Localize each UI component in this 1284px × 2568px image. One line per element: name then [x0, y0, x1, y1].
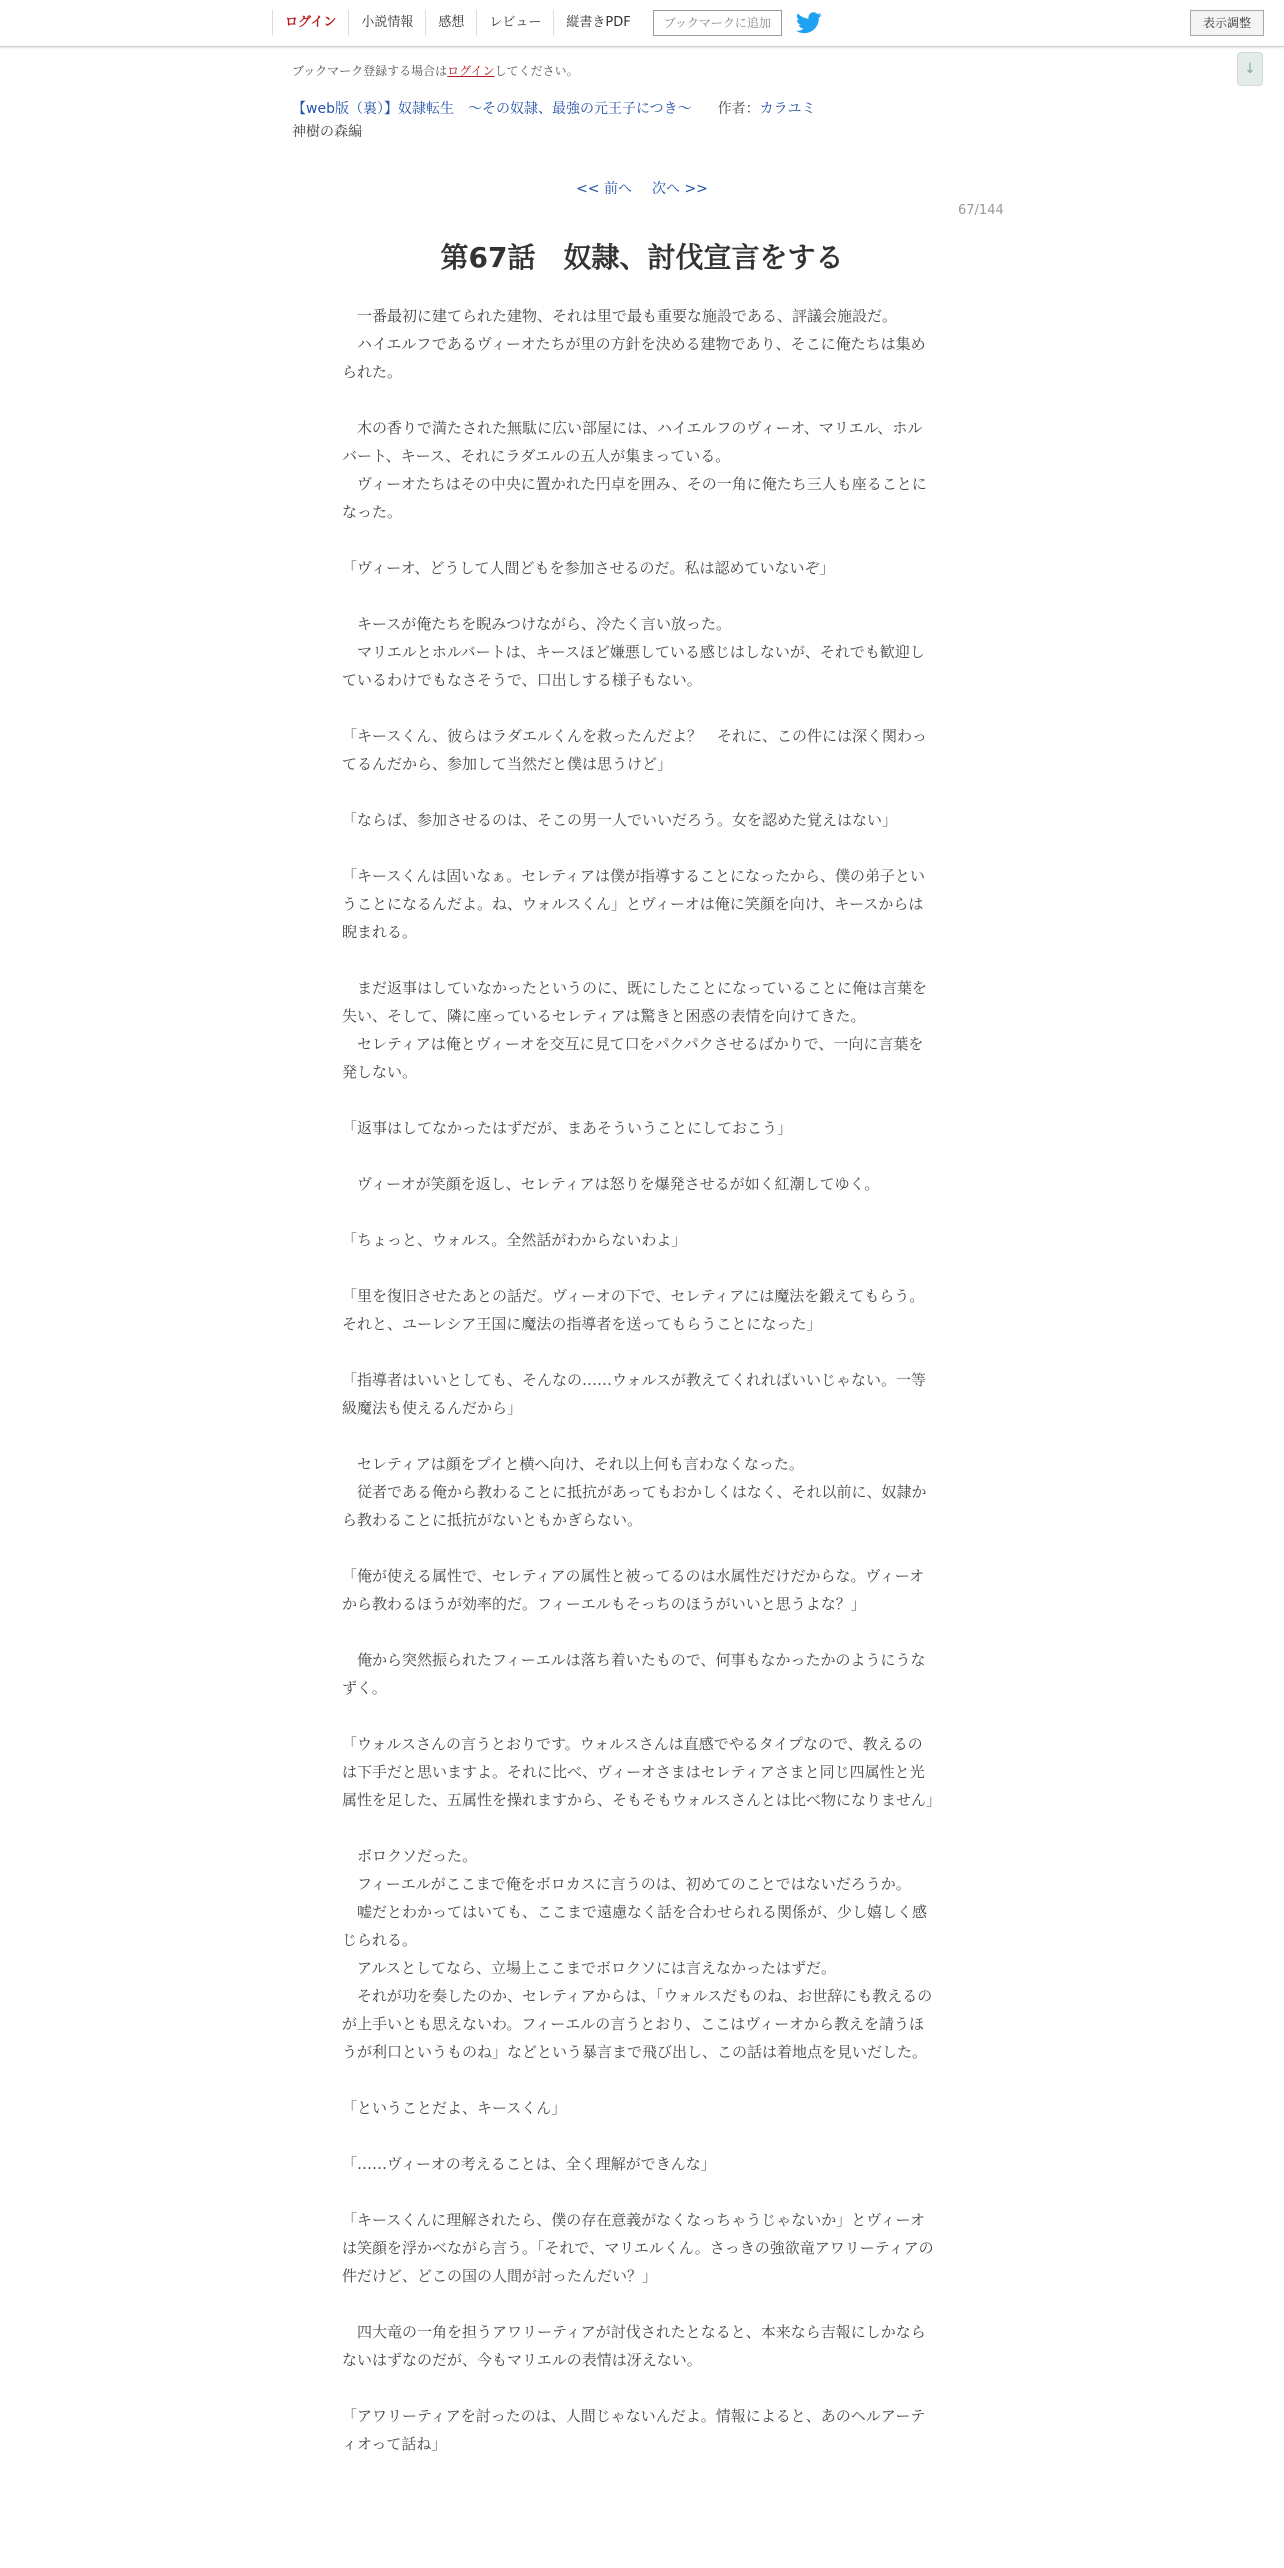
display-settings-button[interactable]: 表示調整	[1190, 10, 1264, 36]
body-paragraph	[342, 2374, 936, 2402]
body-paragraph: 「ちょっと、ウォルス。全然話がわからないわよ」	[342, 1231, 687, 1249]
next-link[interactable]: 次へ >>	[652, 181, 708, 197]
page-count: 67/144	[958, 203, 1004, 218]
login-note-after: してください。	[494, 64, 579, 78]
body-paragraph	[342, 2066, 936, 2094]
body-paragraph: 木の香りで満たされた無駄に広い部屋には、ハイエルフのヴィーオ、マリエル、ホルバート、キース、それにラダエルの五人が集まっている。	[342, 419, 923, 465]
twitter-bird-svg	[796, 12, 822, 34]
body-paragraph: 従者である俺から教わることに抵抗があってもおかしくはなく、それ以前に、奴隷から教わることに抵抗がないともかぎらない。	[342, 1483, 927, 1529]
body-paragraph: 「キースくんは固いなぁ。セレティアは僕が指導することになったから、僕の弟子ということになるんだよ。ね、ウォルスくん」とヴィーオは俺に笑顔を向け、キースからは睨まれる。	[342, 867, 926, 941]
body-paragraph	[342, 1814, 936, 1842]
body-paragraph	[342, 2122, 936, 2150]
body-paragraph: アルスとしてなら、立場上ここまでボロクソには言えなかったはずだ。	[342, 1959, 836, 1977]
body-paragraph: 俺から突然振られたフィーエルは落ち着いたもので、何事もなかったかのようにうなずく。	[342, 1651, 926, 1697]
body-paragraph: 「俺が使える属性で、セレティアの属性と被ってるのは水属性だけだからな。ヴィーオから教わるほうが効率的だ。フィーエルもそっちのほうがいいと思うよな？」	[342, 1567, 925, 1613]
nav-menu	[272, 0, 824, 46]
body-paragraph: まだ返事はしていなかったというのに、既にしたことになっていることに俺は言葉を失い、そして、隣に座っているセレティアは驚きと困惑の表情を向けてきた。	[342, 979, 928, 1025]
body-paragraph	[342, 526, 936, 554]
body-paragraph: 「里を復旧させたあとの話だ。ヴィーオの下で、セレティアには魔法を鍛えてもらう。それと、ユーレシア王国に魔法の指導者を送ってもらうことになった」	[342, 1287, 925, 1333]
body-paragraph: キースが俺たちを睨みつけながら、冷たく言い放った。	[342, 615, 731, 633]
prev-link[interactable]: << 前へ	[576, 181, 632, 197]
body-paragraph	[342, 778, 936, 806]
body-paragraph	[342, 1702, 936, 1730]
body-paragraph: ヴィーオが笑顔を返し、セレティアは怒りを爆発させるが如く紅潮してゆく。	[342, 1175, 880, 1193]
body-paragraph: セレティアは俺とヴィーオを交互に見て口をパクパクさせるばかりで、一向に言葉を発しない。	[342, 1035, 924, 1081]
nav-review[interactable]: レビュー	[476, 10, 553, 36]
body-paragraph	[342, 2178, 936, 2206]
body-paragraph: フィーエルがここまで俺をボロカスに言うのは、初めてのことではないだろうか。	[342, 1875, 911, 1893]
body-paragraph: 「アワリーティアを討ったのは、人間じゃないんだよ。情報によると、あのヘルアーティオって話ね」	[342, 2407, 926, 2453]
body-paragraph	[342, 1422, 936, 1450]
body-paragraph: 「ということだよ、キースくん」	[342, 2099, 567, 2117]
body-paragraph: 「キースくん、彼らはラダエルくんを救ったんだよ？ それに、この件には深く関わってるんだから、参加して当然だと僕は思うけど」	[342, 727, 927, 773]
body-paragraph	[342, 2290, 936, 2318]
body-paragraph	[342, 582, 936, 610]
body-paragraph: 「ウォルスさんの言うとおりです。ウォルスさんは直感でやるタイプなので、教えるのは下手だと思いますよ。それに比べ、ヴィーオさまはセレティアさまと同じ四属性と光属性を足した、五属性を操れますから、そもそもウォルスさんとは比べ物になりません」	[342, 1735, 941, 1809]
body-paragraph	[342, 1618, 936, 1646]
body-paragraph	[342, 1254, 936, 1282]
body-paragraph: マリエルとホルバートは、キースほど嫌悪している感じはしないが、それでも歓迎しているわけでもなさそうで、口出しする様子もない。	[342, 643, 925, 689]
body-paragraph: ボロクソだった。	[342, 1847, 478, 1865]
series-title-link[interactable]: 【web版（裏）】奴隷転生 ～その奴隷、最強の元王子につき～	[292, 101, 692, 117]
body-paragraph	[342, 1338, 936, 1366]
nav-login[interactable]: ログイン	[272, 10, 348, 36]
nav-novel-info[interactable]: 小説情報	[348, 10, 425, 36]
novel-body	[342, 302, 941, 2458]
login-link[interactable]: ログイン	[447, 64, 495, 78]
body-paragraph: それが功を奏したのか、セレティアからは、「ウォルスだものね、お世辞にも教えるのが上手いとも思えないわ。フィーエルの言うとおり、ここはヴィーオから教えを請うほうが利口というものね」などという暴言まで飛び出し、この話は着地点を見いだした。	[342, 1987, 933, 2061]
body-paragraph: 「ヴィーオ、どうして人間どもを参加させるのだ。私は認めていないぞ」	[342, 559, 835, 577]
body-paragraph: 四大竜の一角を担うアワリーティアが討伐されたとなると、本来なら吉報にしかならないはずなのだが、今もマリエルの表情は冴えない。	[342, 2323, 926, 2369]
body-paragraph: 「キースくんに理解されたら、僕の存在意義がなくなっちゃうじゃないか」とヴィーオは笑顔を浮かべながら言う。「それで、マリエルくん。さっきの強欲竜アワリーティアの件だけど、どこの国の人間が討ったんだい？」	[342, 2211, 934, 2285]
top-navigation-bar	[0, 0, 1284, 47]
body-paragraph	[342, 386, 936, 414]
twitter-icon[interactable]	[796, 11, 824, 35]
login-note	[292, 62, 579, 79]
body-paragraph	[342, 1142, 936, 1170]
body-paragraph: 「……ヴィーオの考えることは、全く理解ができんな」	[342, 2155, 716, 2173]
nav-impressions[interactable]: 感想	[425, 10, 476, 36]
body-paragraph: 「指導者はいいとしても、そんなの……ウォルスが教えてくれればいいじゃない。一等級魔法も使えるんだから」	[342, 1371, 926, 1417]
body-paragraph: セレティアは顔をプイと横へ向け、それ以上何も言わなくなった。	[342, 1455, 804, 1473]
body-paragraph	[342, 946, 936, 974]
body-paragraph	[342, 1534, 936, 1562]
body-paragraph	[342, 1086, 936, 1114]
body-paragraph: 「返事はしてなかったはずだが、まあそういうことにしておこう」	[342, 1119, 793, 1137]
body-paragraph	[342, 694, 936, 722]
scroll-down-button[interactable]: ↓	[1237, 52, 1263, 86]
body-paragraph: ハイエルフであるヴィーオたちが里の方針を決める建物であり、そこに俺たちは集められた。	[342, 335, 926, 381]
login-note-before: ブックマーク登録する場合は	[292, 64, 448, 78]
author-label: 作者：	[717, 101, 760, 117]
episode-title: 第67話 奴隷、討伐宣言をする	[440, 241, 844, 274]
body-paragraph: ヴィーオたちはその中央に置かれた円卓を囲み、その一角に俺たち三人も座ることになった。	[342, 475, 927, 521]
body-paragraph: 一番最初に建てられた建物、それは里で最も重要な施設である、評議会施設だ。	[342, 307, 898, 325]
body-paragraph: 「ならば、参加させるのは、そこの男一人でいいだろう。女を認めた覚えはない」	[342, 811, 898, 829]
author-link[interactable]: カラユミ	[759, 101, 816, 117]
pager	[0, 178, 1284, 198]
series-info	[292, 98, 816, 118]
add-bookmark-button[interactable]: ブックマークに追加	[653, 10, 782, 36]
body-paragraph	[342, 834, 936, 862]
nav-vertical-pdf[interactable]: 縦書きPDF	[553, 10, 642, 36]
body-paragraph	[342, 1198, 936, 1226]
chapter-title: 神樹の森編	[292, 124, 362, 140]
body-paragraph: 嘘だとわかってはいても、ここまで遠慮なく話を合わせられる関係が、少し嬉しく感じられる。	[342, 1903, 928, 1949]
